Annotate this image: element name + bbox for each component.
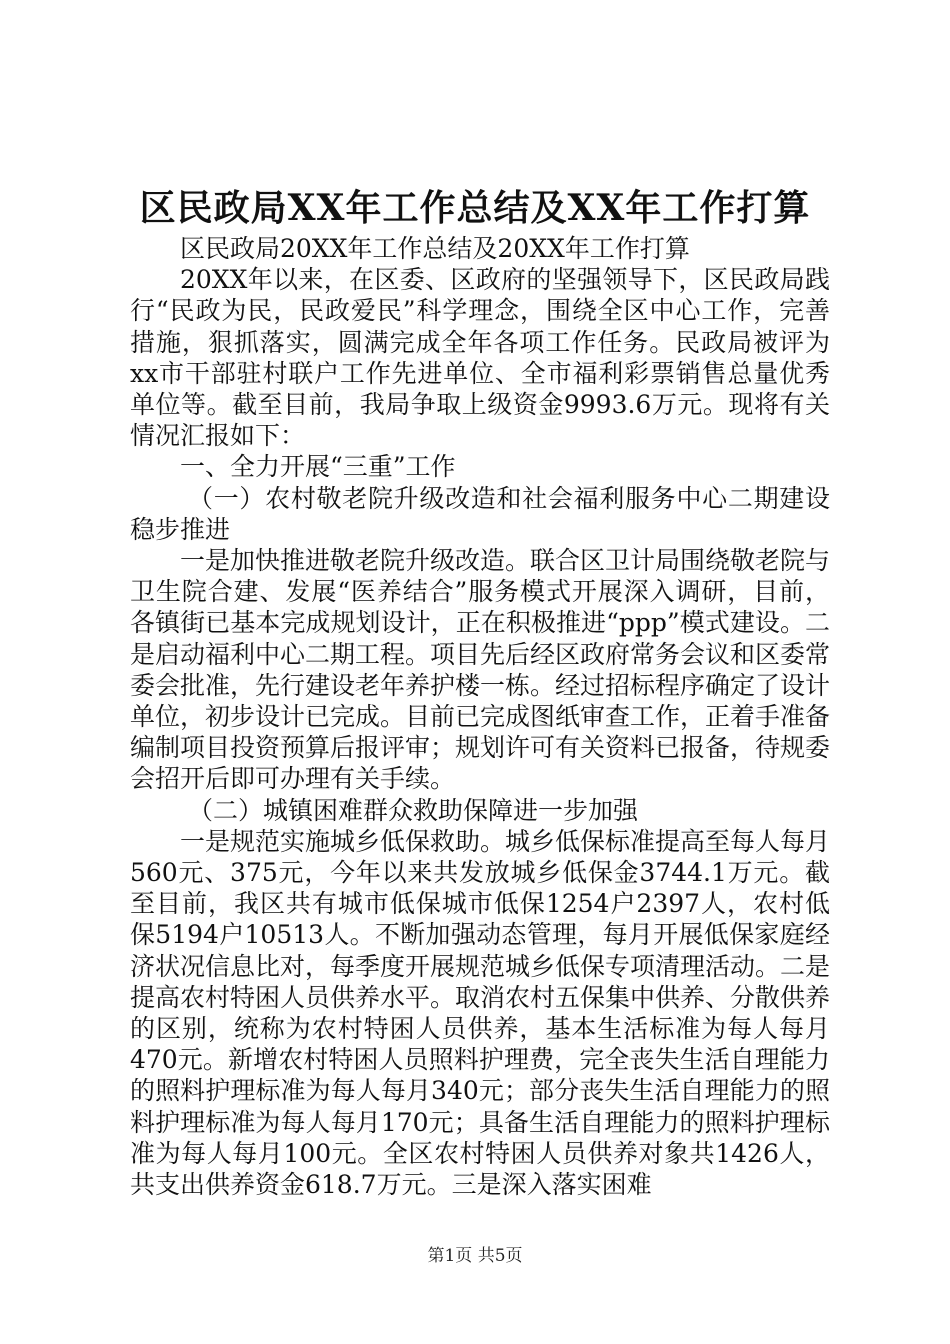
document-body <box>130 233 830 1200</box>
body-paragraph: 一是规范实施城乡低保救助。城乡低保标准提高至每人每月560元、375元，今年以来共发放城乡低保金3744.1万元。截至目前，我区共有城市低保城市低保1254户2397人，农村低保5194户10513人。不断加强动态管理，每月开展低保家庭经济状况信息比对，每季度开展规范城乡低保专项清理活动。二是提高农村特困人员供养水平。取消农村五保集中供养、分散供养的区别，统称为农村特困人员供养，基本生活标准为每人每月470元。新增农村特困人员照料护理费，完全丧失生活自理能力的照料护理标准为每人每月340元；部分丧失生活自理能力的照料护理标准为每人每月170元；具备生活自理能力的照料护理标准为每人每月100元。全区农村特困人员供养对象共1426人，共支出供养资金618.7万元。三是深入落实困难 <box>130 826 831 1200</box>
subtitle-paragraph: 区民政局20XX年工作总结及20XX年工作打算 <box>180 234 690 263</box>
body-paragraph: 一是加快推进敬老院升级改造。联合区卫计局围绕敬老院与卫生院合建、发展“医养结合”服务模式开展深入调研，目前，各镇街已基本完成规划设计，正在积极推进“ppp”模式建设。二是启动福利中心二期工程。项目先后经区政府常务会议和区委常委会批准，先行建设老年养护楼一栋。经过招标程序确定了设计单位，初步设计已完成。目前已完成图纸审查工作，正着手准备编制项目投资预算后报评审；规划许可有关资料已报备，待规委会招开后即可办理有关手续。 <box>130 546 831 794</box>
subsection-heading: （二）城镇困难群众救助保障进一步加强 <box>188 795 639 825</box>
page-footer: 第1页 共5页 <box>427 1246 523 1266</box>
section-heading: 一、全力开展“三重”工作 <box>180 452 456 482</box>
intro-paragraph: 20XX年以来，在区委、区政府的坚强领导下，区民政局践行“民政为民，民政爱民”科学理念，围绕全区中心工作，完善措施，狠抓落实，圆满完成全年各项工作任务。民政局被评为xx市干部驻村联户工作先进单位、全市福利彩票销售总量优秀单位等。截至目前，我局争取上级资金9993.6万元。现将有关情况汇报如下： <box>130 265 830 451</box>
document-title: 区民政局XX年工作总结及XX年工作打算 <box>139 187 811 229</box>
subsection-heading: （一）农村敬老院升级改造和社会福利服务中心二期建设稳步推进 <box>130 483 830 544</box>
